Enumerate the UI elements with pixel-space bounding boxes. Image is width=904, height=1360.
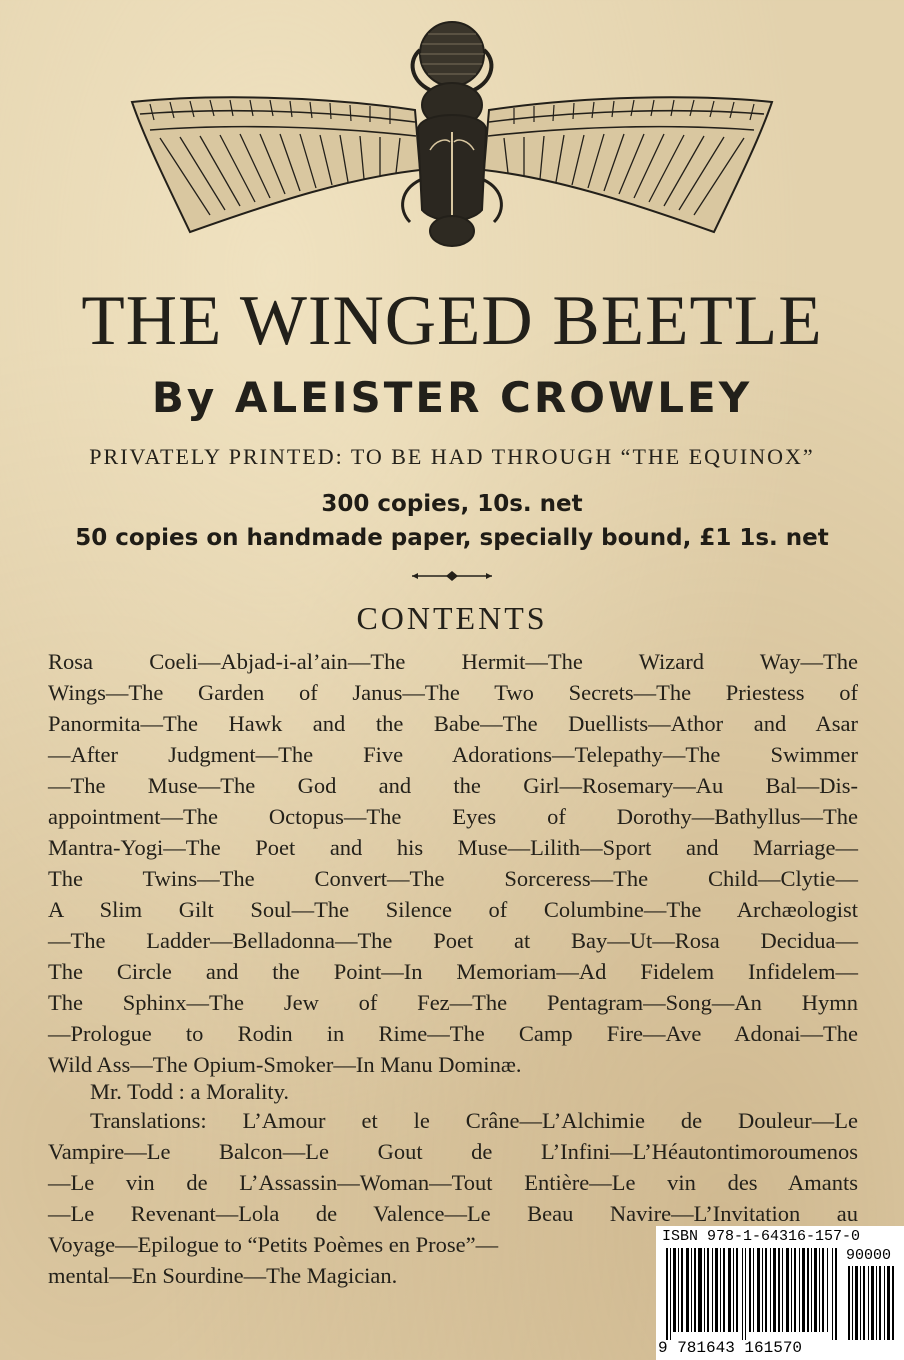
winged-scarab-emblem — [130, 10, 774, 250]
barcode-digits: 9 781643 161570 — [658, 1339, 803, 1357]
contents-line: A Slim Gilt Soul—The Silence of Columbine—The Archæologist — [48, 897, 858, 922]
contents-line: —The Ladder—Belladonna—The Poet at Bay—Ut—Rosa Decidua— — [48, 928, 858, 953]
contents-line: Panormita—The Hawk and the Babe—The Duellists—Athor and Asar — [48, 711, 858, 736]
divider-ornament — [412, 568, 492, 584]
contents-line: The Sphinx—The Jew of Fez—The Pentagram—Song—An Hymn — [48, 990, 858, 1015]
contents-line: The Circle and the Point—In Memoriam—Ad Fidelem Infidelem— — [48, 959, 858, 984]
contents-heading: CONTENTS — [356, 600, 548, 636]
contents-line: The Twins—The Convert—The Sorceress—The Child—Clytie— — [48, 866, 858, 891]
copies-line-handmade: 50 copies on handmade paper, specially bound, £1 1s. net — [75, 525, 829, 551]
contents-line: appointment—The Octopus—The Eyes of Dorothy—Bathyllus—The — [48, 804, 858, 829]
translations-line: Translations: L’Amour et le Crâne—L’Alchimie de Douleur—Le — [90, 1108, 858, 1133]
contents-line: —After Judgment—The Five Adorations—Telepathy—The Swimmer — [48, 742, 858, 767]
isbn-label: ISBN 978-1-64316-157-0 — [662, 1228, 861, 1245]
translations-line: —Le Revenant—Lola de Valence—Le Beau Navire—L’Invitation au — [48, 1201, 858, 1226]
author-line: By ALEISTER CROWLEY — [151, 373, 753, 422]
publisher-line: PRIVATELY PRINTED: TO BE HAD THROUGH “THE EQUINOX” — [89, 444, 815, 469]
price-barcode-bars — [846, 1266, 898, 1340]
morality-line: Mr. Todd : a Morality. — [90, 1079, 290, 1104]
contents-line: Wild Ass—The Opium-Smoker—In Manu Dominæ. — [48, 1052, 522, 1077]
book-title: THE WINGED BEETLE — [81, 282, 823, 360]
copies-line-standard: 300 copies, 10s. net — [321, 491, 583, 517]
contents-line: Mantra-Yogi—The Poet and his Muse—Lilith—Sport and Marriage— — [48, 835, 858, 860]
barcode-bars — [662, 1248, 842, 1340]
isbn-barcode — [656, 1226, 904, 1360]
contents-line: Wings—The Garden of Janus—The Two Secrets—The Priestess of — [48, 680, 858, 705]
contents-line: Rosa Coeli—Abjad-i-al’ain—The Hermit—The Wizard Way—The — [48, 649, 858, 674]
price-code: 90000 — [846, 1247, 892, 1264]
contents-line: —Prologue to Rodin in Rime—The Camp Fire—Ave Adonai—The — [48, 1021, 858, 1046]
translations-line: mental—En Sourdine—The Magician. — [48, 1263, 398, 1288]
contents-line: —The Muse—The God and the Girl—Rosemary—Au Bal—Dis- — [48, 773, 858, 798]
translations-line: Vampire—Le Balcon—Le Gout de L’Infini—L’Héautontimoroumenos — [48, 1139, 858, 1164]
translations-line: —Le vin de L’Assassin—Woman—Tout Entière—Le vin des Amants — [48, 1170, 858, 1195]
translations-line: Voyage—Epilogue to “Petits Poèmes en Prose”— — [48, 1232, 499, 1257]
